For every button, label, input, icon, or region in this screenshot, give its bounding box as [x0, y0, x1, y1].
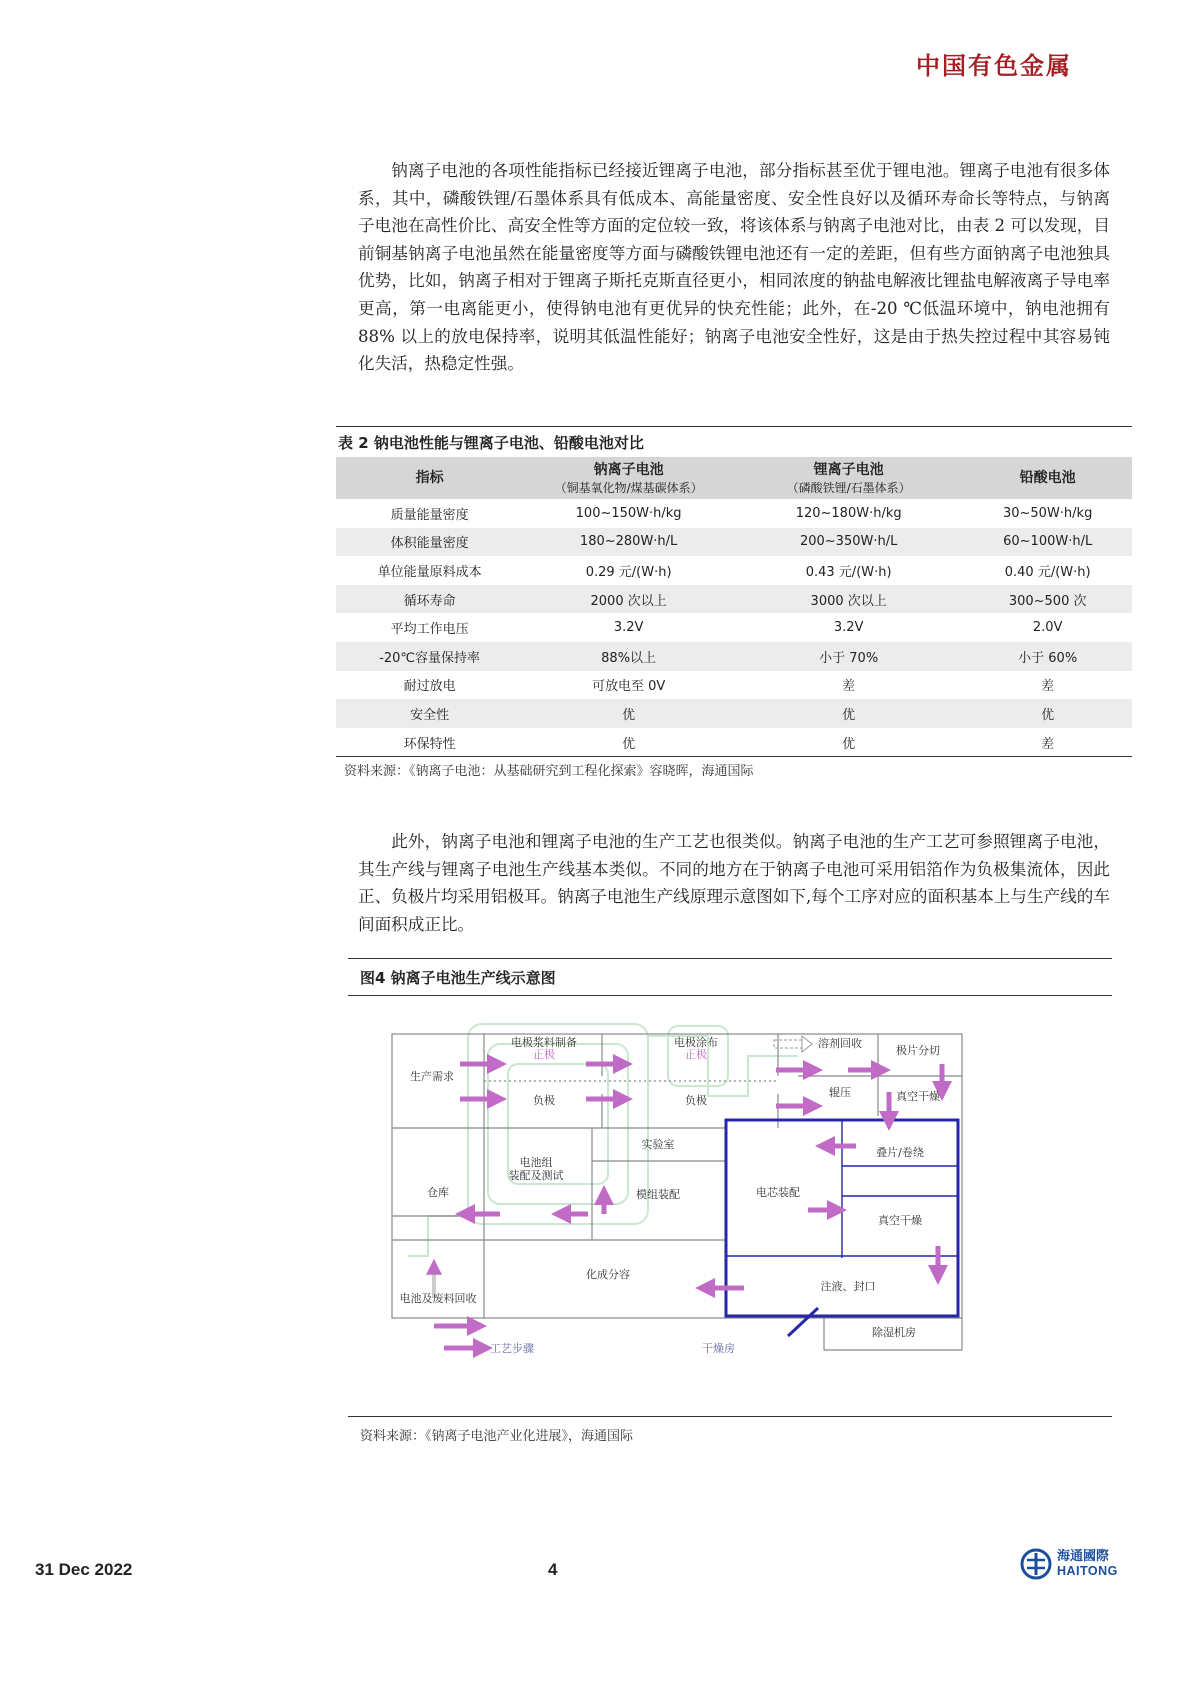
legend-dry-label: 干燥房	[702, 1342, 735, 1355]
comparison-table	[336, 457, 1132, 756]
logo-cn-text: 海通國際	[1057, 1549, 1110, 1564]
table-cell: 0.29 元/(W·h)	[585, 564, 672, 580]
table-cell: 小于 60%	[963, 642, 1132, 671]
solvent-dashed-arrow	[774, 1036, 812, 1052]
table-cell: 优	[963, 699, 1132, 728]
table-cell: 180~280W·h/L	[523, 528, 734, 557]
table-cell: 优	[622, 736, 636, 752]
label-slitting: 极片分切	[896, 1044, 940, 1057]
table-cell: 2000 次以上	[523, 585, 734, 614]
table-cell: 60~100W·h/L	[963, 528, 1132, 557]
table-cell: 3000 次以上	[734, 585, 963, 614]
table-header-cell: 锂离子电池 （磷酸铁锂/石墨体系）	[786, 462, 911, 495]
table-cell: 循环寿命	[336, 585, 523, 614]
figure-source: 资料来源：《钠离子电池产业化进展》，海通国际	[348, 1416, 1112, 1452]
label-rolling: 辊压	[829, 1086, 851, 1099]
table-cell: 可放电至 0V	[591, 679, 666, 695]
table-cell: 环保特性	[403, 736, 456, 752]
label-module: 模组装配	[636, 1188, 680, 1201]
table-title: 表 2 钠电池性能与锂离子电池、铅酸电池对比	[338, 434, 644, 452]
production-line-diagram	[348, 996, 1112, 1416]
table-cell: 88%以上	[523, 642, 734, 671]
diagram-legend	[444, 1341, 735, 1355]
table-row	[336, 528, 1132, 557]
label-warehouse: 仓库	[427, 1186, 449, 1199]
label-cell: 电芯装配	[756, 1186, 800, 1199]
table-cell: 2.0V	[1032, 620, 1063, 636]
table-cell: 质量能量密度	[390, 507, 469, 523]
table-header-cell: 指标	[415, 470, 444, 486]
label-slurry: 电极浆料制备	[511, 1036, 577, 1049]
table-row	[336, 699, 1132, 728]
label-stack: 叠片/卷绕	[876, 1146, 924, 1159]
label-dehumid: 除湿机房	[872, 1326, 916, 1339]
table-cell: 小于 70%	[734, 642, 963, 671]
label-filling: 注液、封口	[820, 1280, 876, 1293]
label-neg2: 负极	[685, 1094, 707, 1107]
table-row	[336, 671, 1132, 700]
table-cell: 体积能量密度	[336, 528, 523, 557]
header-brand: 中国有色金属	[916, 52, 1072, 80]
legend-step-label: 工艺步骤	[490, 1342, 534, 1355]
footer-logo	[1020, 1548, 1118, 1580]
figure-title: 图4 钠离子电池生产线示意图	[348, 958, 1112, 996]
label-recycle: 电池及废料回收	[399, 1292, 477, 1305]
label-coating-pos: 正极	[685, 1048, 707, 1061]
table-header-cell: 钠离子电池 （铜基氧化物/煤基碳体系）	[554, 462, 703, 495]
body-paragraph-2: 此外，钠离子电池和锂离子电池的生产工艺也很类似。钠离子电池的生产工艺可参照锂离子电池，其生产线与锂离子电池生产线基本类似。不同的地方在于钠离子电池可采用铝箔作为负极集流体，因此正、负极片均采用铝极耳。钠离子电池生产线原理示意图如下,每个工序对应的面积基本上与生产线的车间面积成正比。	[358, 832, 1110, 934]
table-cell: 优	[734, 699, 963, 728]
table-cell: 100~150W·h/kg	[575, 505, 682, 521]
table-row	[336, 499, 1132, 528]
dry-room-pointer	[788, 1308, 818, 1336]
body-paragraph-1: 钠离子电池的各项性能指标已经接近锂离子电池，部分指标甚至优于锂电池。锂离子电池有很多体系，其中，磷酸铁锂/石墨体系具有低成本、高能量密度、安全性良好以及循环寿命长等特点，与钠离子电池在高性价比、高安全性等方面的定位较一致，将该体系与钠离子电池对比，由表 2 可以发现，目前铜基钠离子电池虽然在能量密度等方面与磷酸铁锂电池还有一定的差距，但有些方面钠离子电池独具优势，比如，钠离子相对于锂离子斯托克斯直径更小，相同浓度的钠盐电解液比锂盐电解液离子导电率更高，第一电离能更小，使得钠电池有更优异的快充性能；此外，在-20 ℃低温环境中，钠电池拥有 88% 以上的放电保持率，说明其低温性能好；钠离子电池安全性好，这是由于热失控过程中其容易钝化失活，热稳定性强。	[358, 161, 1110, 374]
logo-en-text: HAITONG	[1057, 1564, 1118, 1578]
table-cell: 耐过放电	[403, 679, 456, 695]
table-cell: 平均工作电压	[390, 622, 469, 638]
label-pack: 电池组装配及测试	[508, 1156, 564, 1182]
label-slurry-pos: 正极	[533, 1048, 555, 1061]
table-cell: 0.43 元/(W·h)	[805, 564, 892, 580]
table-cell: 差	[842, 679, 856, 695]
table-cell: 优	[523, 699, 734, 728]
label-lab: 实验室	[641, 1138, 675, 1151]
table-cell: 30~50W·h/kg	[1002, 505, 1093, 521]
table-cell: 差	[1041, 736, 1055, 752]
diagram-svg	[348, 996, 1112, 1416]
table-header-cell: 铅酸电池	[1019, 470, 1076, 486]
table-cell: 优	[842, 736, 856, 752]
watermark-pattern	[408, 1024, 798, 1256]
haitong-logo-icon	[1020, 1548, 1052, 1580]
table-cell: 120~180W·h/kg	[795, 505, 902, 521]
table-row	[336, 728, 1132, 757]
table-source: 资料来源：《钠离子电池：从基础研究到工程化探索》容晓晖，海通国际	[336, 756, 1132, 782]
label-demand: 生产需求	[410, 1070, 454, 1083]
label-neg1: 负极	[533, 1094, 555, 1107]
table-cell: 0.40 元/(W·h)	[1004, 564, 1091, 580]
table-body	[336, 499, 1132, 756]
footer-date: 31 Dec 2022	[35, 1560, 133, 1579]
table-cell: 安全性	[336, 699, 523, 728]
table-cell: -20℃容量保持率	[336, 642, 523, 671]
table-row	[336, 585, 1132, 614]
label-solvent: 溶剂回收	[818, 1037, 862, 1050]
table-header-row	[336, 457, 1132, 499]
table-row	[336, 556, 1132, 585]
label-vacdry1: 真空干燥	[896, 1090, 940, 1103]
table-cell: 3.2V	[613, 620, 644, 636]
table-cell: 差	[1041, 679, 1055, 695]
comparison-table-block	[336, 426, 1132, 782]
label-formation: 化成分容	[586, 1268, 630, 1281]
table-row	[336, 642, 1132, 671]
label-vacdry2: 真空干燥	[878, 1214, 922, 1227]
table-cell: 单位能量原料成本	[377, 564, 482, 580]
table-cell: 300~500 次	[963, 585, 1132, 614]
table-row	[336, 613, 1132, 642]
label-coating: 电极涂布	[674, 1036, 718, 1049]
figure-block	[348, 958, 1112, 1452]
table-cell: 3.2V	[833, 620, 864, 636]
table-cell: 200~350W·h/L	[734, 528, 963, 557]
footer-page-number: 4	[548, 1560, 558, 1579]
